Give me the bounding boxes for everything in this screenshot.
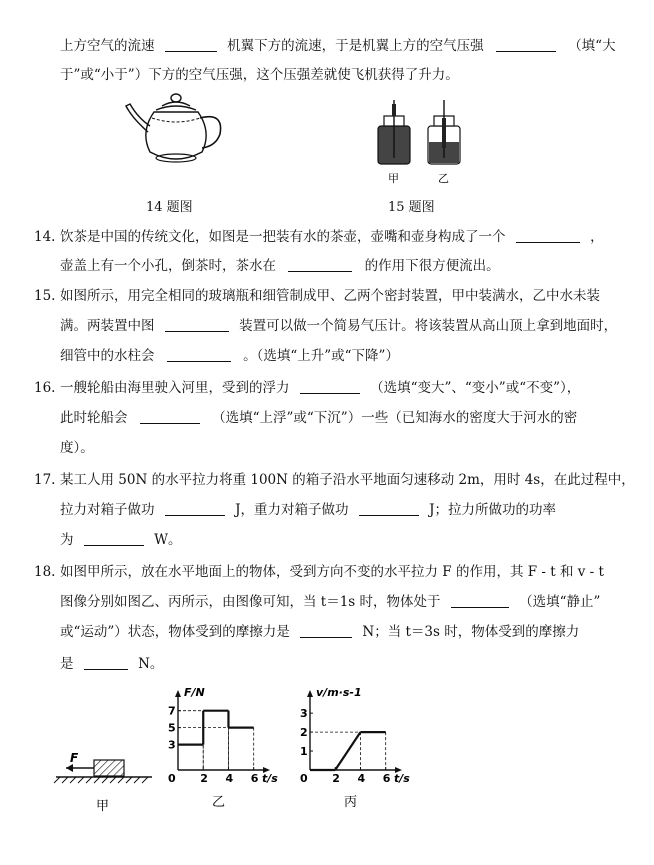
- y-tick-label: 3: [300, 707, 308, 721]
- figure-15-caption: 15 题图: [388, 200, 435, 215]
- figure-14-caption: 14 题图: [146, 200, 193, 215]
- answer-blank[interactable]: [451, 593, 509, 608]
- x-axis-label: t/s: [394, 772, 410, 785]
- q17-line-1: 某工人用 50N 的水平拉力将重 100N 的箱子沿水平地面匀速移动 2m，用时 4s，在此过程中，: [60, 472, 635, 488]
- chart-caption: 丙: [344, 795, 358, 810]
- q14-line-2: 壶盖上有一个小孔，倒茶时，茶水在 的作用下很方便流出。: [60, 258, 500, 274]
- y-tick-label: 2: [300, 726, 308, 740]
- q18-line-3: 或“运动”）状态，物体受到的摩擦力是 N；当 t＝3s 时，物体受到的摩擦力: [60, 624, 580, 640]
- block: [94, 760, 124, 776]
- y-axis-label: v/m·s-1: [316, 686, 362, 699]
- x-tick-label: 4: [225, 772, 234, 785]
- q18-line-1: 如图甲所示，放在水平地面上的物体，受到方向不变的水平拉力 F 的作用，其 F - t 和 v - t: [60, 564, 604, 580]
- q18-line-4: 是 N。: [60, 656, 164, 672]
- x-tick-label: 2: [332, 772, 340, 785]
- data-segment: [335, 732, 360, 770]
- question-number: 15.: [34, 288, 56, 304]
- answer-blank[interactable]: [165, 37, 217, 52]
- force-label: F: [70, 751, 79, 765]
- y-axis-arrow: [175, 690, 181, 697]
- y-tick-label: 1: [300, 745, 308, 759]
- intro-line-1: 上方空气的流速 机翼下方的流速，于是机翼上方的空气压强 （填“大: [60, 38, 616, 54]
- x-tick-label: 0: [168, 772, 176, 785]
- bottles-figure: [368, 100, 468, 190]
- x-tick-label: 6: [382, 772, 391, 785]
- answer-blank[interactable]: [84, 655, 128, 670]
- chart-caption: 乙: [212, 795, 226, 810]
- q16-line-1: 一艘轮船由海里驶入河里，受到的浮力 （选填“变大”、“变小”或“不变”），: [60, 380, 581, 396]
- question-number: 17.: [34, 472, 56, 488]
- question-number: 14.: [34, 229, 56, 245]
- question-number: 18.: [34, 564, 56, 580]
- y-tick-label: 7: [168, 704, 176, 718]
- caption-jia: 甲: [96, 799, 110, 814]
- answer-blank[interactable]: [165, 501, 225, 516]
- q16-line-2: 此时轮船会 （选填“上浮”或“下沉”）一些（已知海水的密度大于河水的密: [60, 410, 578, 426]
- q17-line-2: 拉力对箱子做功 J，重力对箱子做功 J；拉力所做功的功率: [60, 502, 557, 518]
- y-tick-label: 3: [168, 738, 176, 752]
- answer-blank[interactable]: [496, 37, 556, 52]
- intro-line-2: 于”或“小于”）下方的空气压强，这个压强差就使飞机获得了升力。: [60, 67, 459, 83]
- answer-blank[interactable]: [516, 228, 580, 243]
- q15-line-2: 满。两装置中图 装置可以做一个简易气压计。将该装置从高山顶上拿到地面时，: [60, 318, 618, 334]
- q14-line-1: 饮茶是中国的传统文化，如图是一把装有水的茶壶，壶嘴和壶身构成了一个 ，: [60, 229, 604, 245]
- bottle-b-label: 乙: [438, 172, 449, 185]
- answer-blank[interactable]: [140, 409, 200, 424]
- velocity-time-chart: [296, 686, 416, 826]
- force-time-chart: [164, 686, 284, 826]
- y-axis-arrow: [307, 690, 313, 697]
- x-axis-label: t/s: [262, 772, 278, 785]
- answer-blank[interactable]: [359, 501, 419, 516]
- x-tick-label: 6: [250, 772, 259, 785]
- answer-blank[interactable]: [300, 379, 360, 394]
- y-tick-label: 5: [168, 721, 176, 735]
- answer-blank[interactable]: [288, 257, 352, 272]
- question-number: 16.: [34, 380, 56, 396]
- x-tick-label: 2: [200, 772, 208, 785]
- block-diagram: [52, 738, 162, 828]
- x-tick-label: 4: [357, 772, 366, 785]
- q15-line-1: 如图所示，用完全相同的玻璃瓶和细管制成甲、乙两个密封装置，甲中装满水，乙中水未装: [60, 288, 600, 304]
- q17-line-3: 为 W。: [60, 532, 182, 548]
- q15-line-3: 细管中的水柱会 。（选填“上升”或“下降”）: [60, 348, 399, 364]
- y-axis-label: F/N: [184, 686, 205, 699]
- q16-line-3: 度）。: [60, 440, 94, 456]
- q18-line-2: 图像分别如图乙、丙所示，由图像可知，当 t＝1s 时，物体处于 （选填“静止”: [60, 594, 601, 610]
- answer-blank[interactable]: [167, 347, 231, 362]
- teapot-figure: [124, 92, 234, 166]
- answer-blank[interactable]: [300, 623, 352, 638]
- bottle-a-label: 甲: [388, 172, 399, 185]
- x-tick-label: 0: [300, 772, 308, 785]
- answer-blank[interactable]: [165, 317, 229, 332]
- answer-blank[interactable]: [84, 531, 144, 546]
